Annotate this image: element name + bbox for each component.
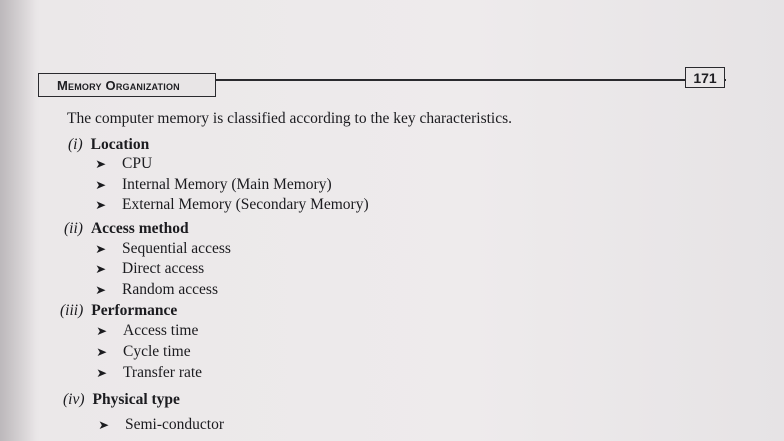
- list-item-text: Sequential access: [122, 240, 231, 257]
- arrow-bullet-icon: ➤: [96, 324, 108, 338]
- list-item-text: Cycle time: [123, 343, 191, 360]
- chapter-title-box: [38, 73, 216, 97]
- list-item-text: Transfer rate: [123, 364, 203, 381]
- section-title: Physical type: [92, 391, 180, 408]
- section-title: Location: [90, 136, 150, 153]
- arrow-bullet-icon: ➤: [95, 262, 107, 276]
- section-title: Performance: [91, 302, 178, 319]
- arrow-bullet-icon: ➤: [95, 157, 107, 171]
- arrow-bullet-icon: ➤: [95, 283, 107, 297]
- list-item: [96, 176, 332, 194]
- list-item: [96, 260, 204, 278]
- list-item: [96, 155, 152, 173]
- arrow-bullet-icon: ➤: [96, 366, 108, 380]
- list-item-text: Direct access: [122, 260, 205, 277]
- list-item: [99, 416, 224, 434]
- arrow-bullet-icon: ➤: [96, 345, 108, 359]
- list-item: [96, 281, 218, 299]
- list-item-text: Access time: [123, 322, 199, 339]
- chapter-title: Memory Organization: [57, 77, 180, 93]
- list-item: [97, 364, 202, 382]
- section-performance: [60, 302, 177, 320]
- section-location: [68, 136, 149, 154]
- list-item: [97, 322, 198, 340]
- section-number: (iv): [63, 391, 85, 408]
- list-item-text: Random access: [122, 281, 218, 298]
- arrow-bullet-icon: ➤: [95, 198, 107, 212]
- arrow-bullet-icon: ➤: [95, 242, 107, 256]
- page-number: 171: [685, 67, 725, 88]
- list-item: [96, 240, 231, 258]
- list-item-text: Semi-conductor: [125, 416, 225, 433]
- list-item: [97, 343, 191, 361]
- list-item-text: Internal Memory (Main Memory): [122, 176, 332, 193]
- list-item: [96, 196, 369, 214]
- list-item-text: External Memory (Secondary Memory): [122, 196, 369, 213]
- intro-sentence: The computer memory is classified according to the key characteristics.: [67, 110, 513, 127]
- section-access-method: [64, 220, 189, 238]
- section-number: (ii): [64, 220, 83, 237]
- section-title: Access method: [90, 220, 189, 237]
- arrow-bullet-icon: ➤: [95, 178, 107, 192]
- list-item-text: CPU: [122, 155, 153, 172]
- section-number: (iii): [60, 302, 84, 319]
- section-physical-type: [63, 391, 180, 409]
- section-number: (i): [68, 136, 83, 153]
- arrow-bullet-icon: ➤: [98, 418, 110, 432]
